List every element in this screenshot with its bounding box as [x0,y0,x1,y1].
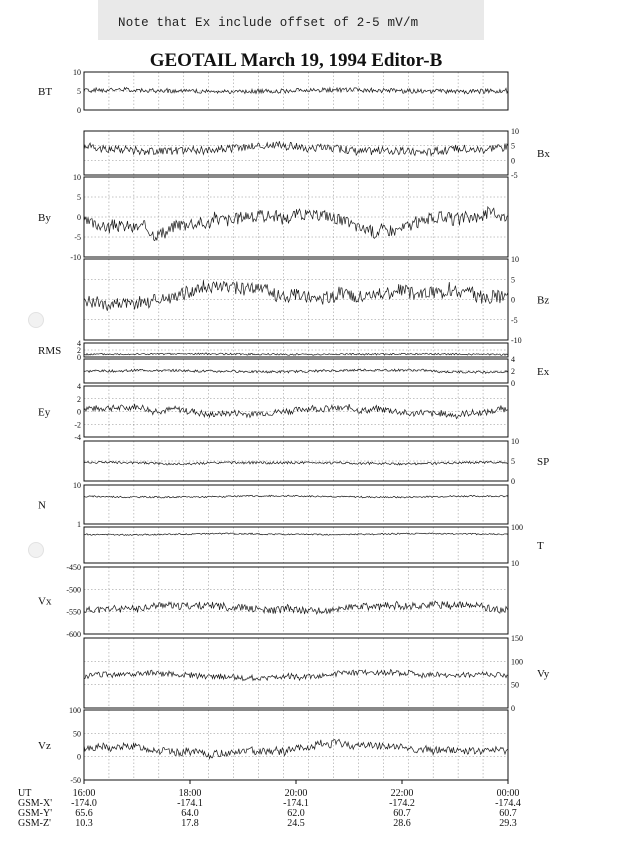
series-line-vx [84,601,508,614]
series-line-ey [84,404,508,419]
series-line-ex [84,369,508,374]
panel-label-bt: BT [38,86,53,98]
panel-label-vy: Vy [537,668,550,680]
tick-label-by: -10 [70,253,81,262]
footer-value: 20:00 [284,788,308,799]
tick-label-bz: 0 [511,295,515,305]
panel-label-by: By [38,212,51,224]
footer-value: 60.7 [393,808,411,819]
panel-label-sp: SP [537,456,550,468]
tick-label-ey: -2 [74,420,81,430]
tick-label-ey: -4 [74,433,81,442]
panel-frame-vx [84,567,508,634]
panel-label-t: T [537,540,544,552]
footer-value: 28.6 [393,818,411,829]
tick-label-ex: 0 [511,379,515,388]
panel-label-ey: Ey [38,406,51,419]
tick-label-vz: 50 [73,729,81,739]
offset-note: Note that Ex include offset of 2-5 mV/m [118,16,419,30]
footer-value: 62.0 [287,808,305,819]
tick-label-bx: 10 [511,127,519,136]
tick-label-by: 5 [77,193,81,202]
tick-label-rms: 4 [77,339,81,348]
panel-frame-t [84,527,508,563]
tick-label-vy: 100 [511,657,523,667]
panel-frame-vz [84,710,508,780]
tick-label-rms: 0 [77,353,81,362]
tick-label-vz: 0 [77,752,81,762]
tick-label-bz: 10 [511,255,519,264]
series-line-bx [84,141,508,155]
tick-label-ey: 4 [77,382,81,391]
panel-label-vx: Vx [38,595,52,608]
series-line-vz [84,739,508,758]
tick-label-bt: 10 [73,68,81,77]
tick-label-bt: 5 [77,87,81,96]
footer-value: 24.5 [287,818,305,829]
footer-row-label: UT [18,788,32,799]
tick-label-bt: 0 [77,106,81,115]
footer-value: -174.2 [389,798,415,809]
tick-label-vz: 100 [69,706,81,715]
footer-value: 18:00 [178,788,202,799]
tick-label-vx: -550 [66,607,81,617]
tick-label-ey: 0 [77,407,81,417]
panel-label-ex: Ex [537,366,550,378]
footer-value: 64.0 [181,808,199,819]
footer-value: 10.3 [75,818,93,829]
tick-label-bx: -5 [511,171,518,180]
tick-label-vy: 150 [511,634,523,643]
tick-label-vz: -50 [70,776,81,785]
tick-label-by: -5 [74,233,81,242]
tick-label-sp: 10 [511,437,519,446]
footer-value: 17.8 [181,818,199,829]
tick-label-ex: 2 [511,367,515,376]
tick-label-vy: 0 [511,704,515,713]
tick-label-bz: -10 [511,336,522,345]
footer-row-label: GSM-Z' [18,818,51,829]
footer-value: -174.1 [177,798,203,809]
tick-label-n: 1 [77,520,81,529]
tick-label-ex: 4 [511,355,515,364]
footer-row-label: GSM-X' [18,798,53,809]
tick-label-sp: 5 [511,457,515,466]
series-line-t [84,533,508,535]
footer-value: 16:00 [72,788,96,799]
tick-label-vx: -500 [66,585,81,595]
tick-label-t: 10 [511,559,519,568]
panel-label-bz: Bz [537,294,550,307]
panel-frame-vy [84,638,508,708]
series-line-bz [84,280,508,311]
tick-label-ey: 2 [77,394,81,404]
footer-value: -174.1 [283,798,309,809]
series-line-by [84,207,508,241]
footer-value: 00:00 [496,788,520,799]
footer-value: 60.7 [499,808,517,819]
panel-label-n: N [38,499,46,512]
footer-row-label: GSM-Y' [18,808,53,819]
panel-frame-bx [84,131,508,175]
footer-value: 29.3 [499,818,517,829]
tick-label-vy: 50 [511,680,519,690]
panel-label-rms: RMS [38,345,62,357]
tick-label-sp: 0 [511,477,515,486]
panel-label-bx: Bx [537,148,550,160]
tick-label-bx: 5 [511,141,515,151]
tick-label-by: 10 [73,173,81,182]
tick-label-by: 0 [77,213,81,222]
panel-label-vz: Vz [38,740,51,752]
tick-label-bx: 0 [511,156,515,166]
series-line-bt [84,88,508,94]
tick-label-n: 10 [73,481,81,490]
tick-label-t: 100 [511,523,523,532]
footer-value: 65.6 [75,808,93,819]
footer-value: -174.4 [495,798,521,809]
tick-label-vx: -600 [66,630,81,639]
tick-label-bz: 5 [511,275,515,285]
series-line-vy [84,670,508,681]
tick-label-rms: 2 [77,346,81,355]
chart-title: GEOTAIL March 19, 1994 Editor-B [149,50,443,71]
series-line-rms [84,353,508,355]
tick-label-vx: -450 [66,563,81,572]
tick-label-bz: -5 [511,315,518,325]
footer-value: -174.0 [71,798,97,809]
panel-frame-n [84,485,508,524]
footer-value: 22:00 [390,788,414,799]
series-line-sp [84,461,508,465]
series-line-n [84,495,508,498]
